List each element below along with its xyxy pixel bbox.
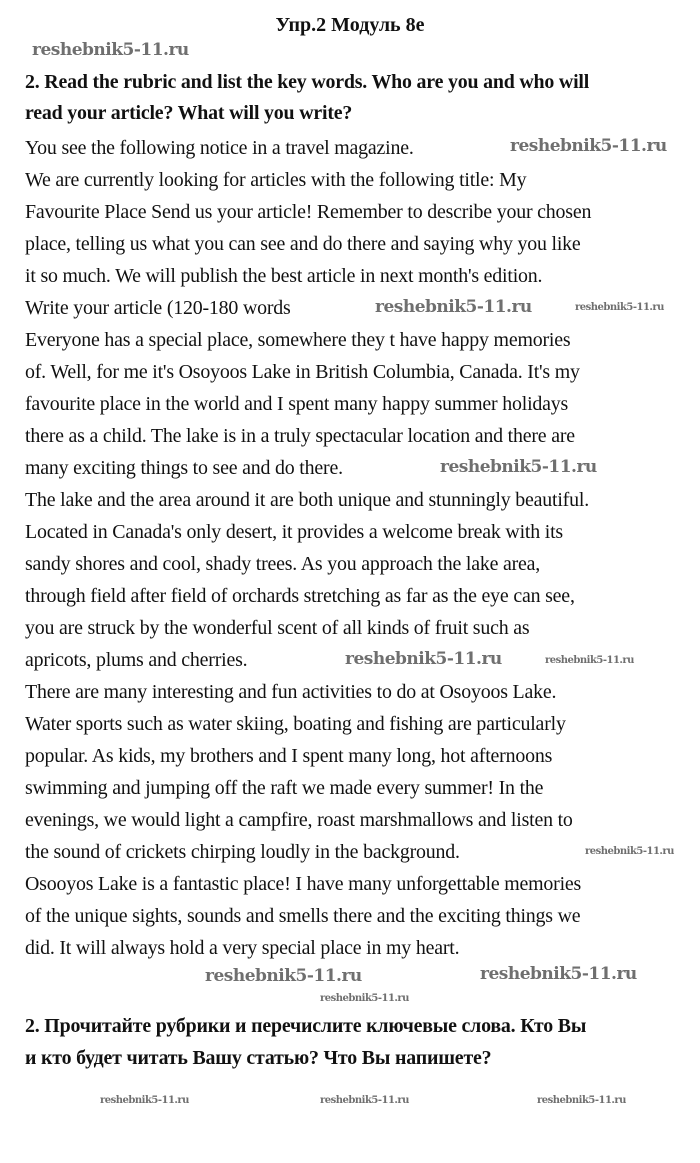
watermark: reshebnik5-11.ru [205,966,362,986]
text-line: popular. As kids, my brothers and I spent many long, hot afternoons [25,745,553,767]
text-line: Water sports such as water skiing, boating and fishing are particularly [25,713,566,735]
text-line: of the unique sights, sounds and smells there and the exciting things we [25,905,581,927]
text-line: The lake and the area around it are both unique and stunningly beautiful. [25,489,589,511]
watermark: reshebnik5-11.ru [537,1095,626,1106]
text-line: evenings, we would light a campfire, roast marshmallows and listen to [25,809,573,831]
task-heading-line: read your article? What will you write? [25,102,353,124]
watermark: reshebnik5-11.ru [320,993,409,1004]
text-line: there as a child. The lake is in a truly spectacular location and there are [25,425,575,447]
watermark: reshebnik5-11.ru [375,297,532,317]
watermark: reshebnik5-11.ru [585,846,674,857]
text-line: sandy shores and cool, shady trees. As you approach the lake area, [25,553,541,575]
watermark: reshebnik5-11.ru [545,655,634,666]
watermark: reshebnik5-11.ru [32,40,189,60]
text-line: the sound of crickets chirping loudly in the background. [25,841,460,863]
watermark: reshebnik5-11.ru [100,1095,189,1106]
text-line: Write your article (120-180 words [25,297,291,319]
text-line: There are many interesting and fun activities to do at Osoyoos Lake. [25,681,557,703]
text-line: you are struck by the wonderful scent of all kinds of fruit such as [25,617,530,639]
watermark: reshebnik5-11.ru [440,457,597,477]
translation-heading-line: 2. Прочитайте рубрики и перечислите ключевые слова. Кто Вы [25,1015,587,1037]
watermark: reshebnik5-11.ru [575,302,664,313]
text-line: place, telling us what you can see and do there and saying why you like [25,233,581,255]
text-line: swimming and jumping off the raft we made every summer! In the [25,777,544,799]
text-line: apricots, plums and cherries. [25,649,248,671]
text-line: of. Well, for me it's Osoyoos Lake in British Columbia, Canada. It's my [25,361,580,383]
task-heading-line: 2. Read the rubric and list the key words. Who are you and who will [25,71,590,93]
watermark: reshebnik5-11.ru [320,1095,409,1106]
watermark: reshebnik5-11.ru [510,136,667,156]
text-line: through field after field of orchards stretching as far as the eye can see, [25,585,575,607]
text-line: Osooyos Lake is a fantastic place! I have many unforgettable memories [25,873,582,895]
text-line: We are currently looking for articles with the following title: My [25,169,527,191]
watermark: reshebnik5-11.ru [480,964,637,984]
translation-heading-line: и кто будет читать Вашу статью? Что Вы напишете? [25,1047,492,1069]
text-line: Located in Canada's only desert, it provides a welcome break with its [25,521,563,543]
text-line: many exciting things to see and do there. [25,457,343,479]
text-line: did. It will always hold a very special place in my heart. [25,937,460,959]
text-line: Everyone has a special place, somewhere they t have happy memories [25,329,571,351]
text-line: it so much. We will publish the best article in next month's edition. [25,265,543,287]
watermark: reshebnik5-11.ru [345,649,502,669]
text-line: favourite place in the world and I spent many happy summer holidays [25,393,569,415]
page-title: Упр.2 Модуль 8е [275,14,425,36]
text-line: You see the following notice in a travel magazine. [25,137,414,159]
text-line: Favourite Place Send us your article! Remember to describe your chosen [25,201,592,223]
